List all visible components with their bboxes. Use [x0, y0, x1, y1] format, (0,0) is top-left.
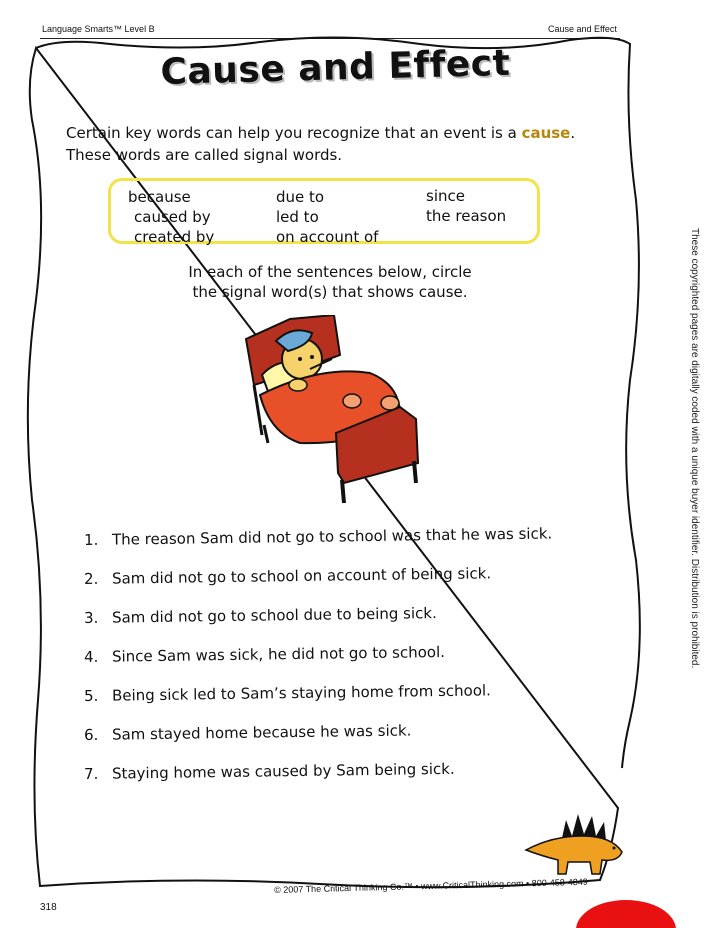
header-right: Cause and Effect [548, 24, 617, 34]
signal-word: due to [276, 188, 325, 206]
copyright-footer: © 2007 The Critical Thinking Co.™ • www.CriticalThinking.com • 800-458-4849 [274, 876, 588, 895]
signal-word: on account of [276, 228, 379, 246]
page-title: Cause and Effect [160, 42, 511, 93]
copyright-side-notice: These copyrighted pages are digitally coded with a unique buyer identifier. Distribution is prohibited. [689, 228, 700, 669]
signal-word: caused by [134, 208, 211, 226]
red-corner-shape [576, 898, 676, 928]
list-item: 7. Staying home was caused by Sam being sick. [83, 759, 455, 783]
list-item: 2. Sam did not go to school on account of being sick. [83, 564, 492, 588]
signal-word: led to [276, 208, 319, 226]
intro-keyword: cause [521, 124, 571, 142]
header-left: Language Smarts™ Level B [42, 24, 155, 34]
signal-word: created by [134, 228, 215, 246]
list-item: 3. Sam did not go to school due to being sick. [83, 604, 437, 627]
list-item: 5. Being sick led to Sam’s staying home from school. [83, 681, 492, 705]
list-item: 6. Sam stayed home because he was sick. [83, 721, 412, 744]
sentence-list [83, 524, 574, 803]
signal-word: because [128, 188, 191, 206]
signal-word: the reason [426, 207, 507, 225]
page-number: 318 [40, 902, 57, 913]
signal-word: since [426, 187, 465, 205]
list-item: 4. Since Sam was sick, he did not go to school. [83, 642, 446, 666]
list-item: 1. The reason Sam did not go to school was that he was sick. [83, 524, 553, 549]
stegosaurus-mascot-icon [522, 810, 632, 880]
sick-boy-in-bed-illustration [240, 315, 420, 510]
directions: In each of the sentences below, circle the signal word(s) that shows cause. [188, 263, 472, 301]
intro-text: Certain key words can help you recognize that an event is a cause. These words are called signal words. [66, 124, 576, 164]
